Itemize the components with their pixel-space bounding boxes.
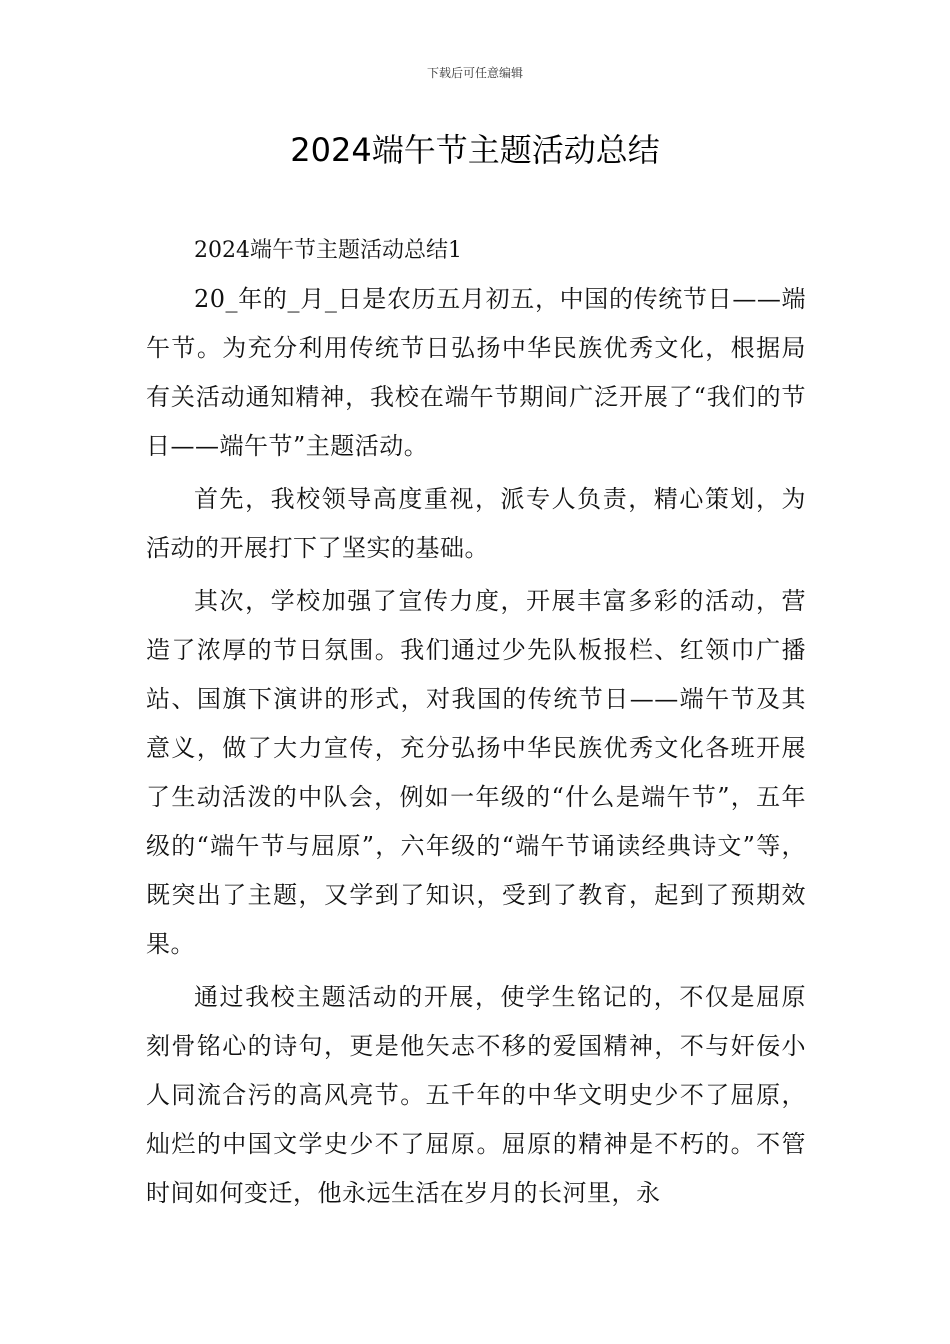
header-note: 下载后可任意编辑 — [426, 66, 523, 80]
document-title: 2024端午节主题活动总结 — [290, 131, 660, 169]
paragraph-1: 20_年的_月_日是农历五月初五，中国的传统节日——端午节。为充分利用传统节日弘扬中华民族优秀文化，根据局有关活动通知精神，我校在端午节期间广泛开展了“我们的节日——端午节”主题活动。 — [146, 285, 806, 460]
paragraph-2: 首先，我校领导高度重视，派专人负责，精心策划，为活动的开展打下了坚实的基础。 — [146, 485, 806, 562]
paragraph-3: 其次，学校加强了宣传力度，开展丰富多彩的活动，营造了浓厚的节日氛围。我们通过少先队板报栏、红领巾广播站、国旗下演讲的形式，对我国的传统节日——端午节及其意义，做了大力宣传，充分弘扬中华民族优秀文化各班开展了生动活泼的中队会，例如一年级的“什么是端午节”，五年级的“端午节与屈原”，六年级的“端午节诵读经典诗文”等，既突出了主题，又学到了知识，受到了教育，起到了预期效果。 — [146, 587, 806, 958]
section-heading: 2024端午节主题活动总结1 — [194, 238, 462, 263]
document-body — [146, 226, 806, 1218]
paragraph-4: 通过我校主题活动的开展，使学生铭记的，不仅是屈原刻骨铭心的诗句，更是他矢志不移的爱国精神，不与奸佞小人同流合污的高风亮节。五千年的中华文明史少不了屈原，灿烂的中国文学史少不了屈原。屈原的精神是不朽的。不管时间如何变迁，他永远生活在岁月的长河里，永 — [146, 983, 806, 1207]
